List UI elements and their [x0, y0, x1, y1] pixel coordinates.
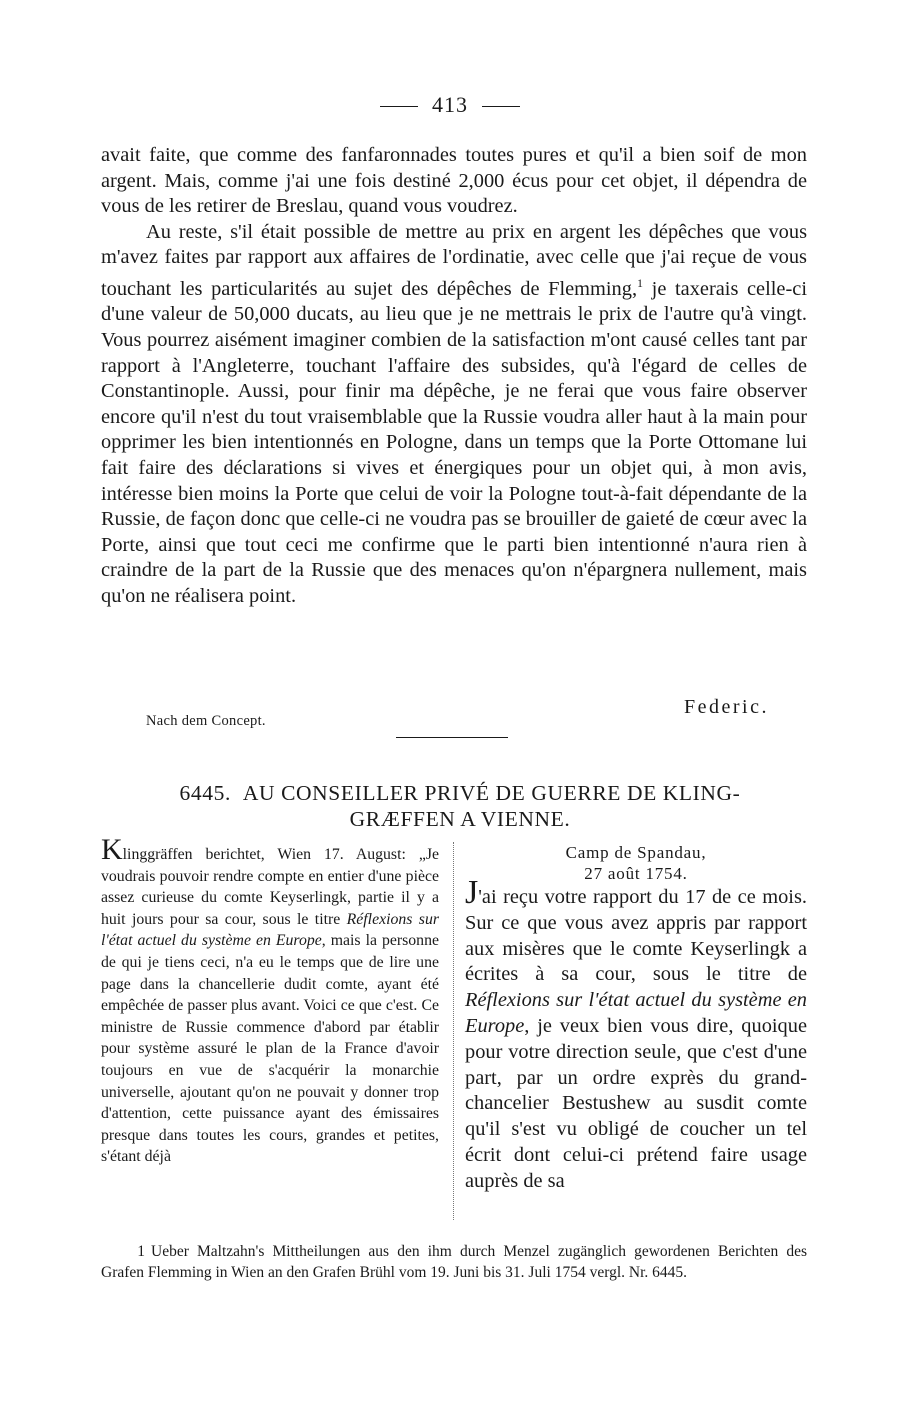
section-number: 6445. [179, 781, 231, 805]
page-number-dash-left [380, 106, 418, 107]
reply-text-1: 'ai reçu votre rapport du 17 de ce mois. Sur ce que vous avez appris par rapport aux misères que le comte Keyserlingk a écrites à sa cour, sous le titre de [465, 886, 807, 986]
signature: Federic. [684, 696, 769, 718]
page-number-dash-right [482, 106, 520, 107]
footnote [101, 1241, 807, 1283]
dateline-date: 27 août 1754. [584, 864, 688, 883]
letter-paragraph-2-part-1: Au reste, s'il était possible de mettre au prix en argent les dépêches que vous m'avez faites par rapport aux affaires de l'ordinatie, avec celle que j'ai reçue de vous touchant les particularités au sujet des dépêches de Flemming, [101, 220, 807, 300]
reply-initial: J [465, 874, 479, 911]
column-divider [453, 842, 454, 1220]
letter-paragraph-2 [101, 220, 807, 610]
summary-initial: K [101, 833, 123, 866]
footnote-text: Ueber Maltzahn's Mittheilungen aus den ihm durch Menzel zugänglich gewordenen Berichten des Grafen Flemming in Wien an den Grafen Brühl vom 19. Juni bis 31. Juli 1754 vergl. Nr. 6445. [101, 1243, 807, 1281]
section-heading-line-1 [120, 780, 800, 806]
section-heading [120, 780, 800, 832]
dateline [465, 842, 807, 884]
footnote-reference: 1 [637, 275, 644, 290]
summary-text-2: , mais la personne de qui je tiens ceci, n'a eu le temps que de lire une page dans la chancellerie dudit comte, ayant été empêchée de passer plus avant. Voici ce que c'est. Ce ministre de Russie commence d'abord par établir pour système assuré le plan de la France d'avoir toujours en vue de s'acquérir la monarchie universelle, ajoutant qu'on ne pouvait y donner trop d'attention, cette puissance ayant des émissaires presque dans toutes les cours, grandes et petites, s'étant déjà [101, 932, 439, 1166]
reply-italic-title: Réflexions sur l'état actuel du système en Europe [465, 989, 807, 1037]
letter-paragraph-2-part-2: je taxerais celle-ci d'une valeur de 50,000 ducats, au lieu que je ne mettrais le prix de l'autre qu'à vingt. Vous pourrez aisément imaginer combien de la satisfaction m'ont causé celles tant par rapport à l'Angleterre, touchant l'affaire des subsides, qu'à l'égard de celles de Constantinople. Aussi, pour finir ma dépêche, je ne ferai que vous faire observer encore qu'il n'est du tout vraisemblable que la Russie voudra aller haut à la main pour opprimer les bien intentionnés en Pologne, dans un temps que la Porte Ottomane lui fait faire des déclarations si vives et énergiques pour un objet qui, à mon avis, intéresse bien moins la Porte que celui de voir la Pologne tout-à-fait dépendante de la Russie, de façon donc que celle-ci ne voudra pas se brouiller de gaieté de cœur avec la Porte, ainsi que tout ceci me confirme que le parti bien intentionné n'aura rien à craindre de la part de la Russie que des menaces qu'on n'épargnera nullement, mais qu'on ne réalisera point. [101, 277, 807, 607]
reply-text-2: , je veux bien vous dire, quoique pour votre direction seule, que c'est d'une part, par un ordre exprès du grand-chancelier Bestushew au susdit comte qu'il s'est vu obligé de coucher un tel écrit dont celui-ci prétend faire usage auprès de sa [465, 1014, 807, 1192]
dateline-place: Camp de Spandau, [565, 843, 707, 862]
report-summary [101, 833, 439, 1168]
page-number: 413 [432, 92, 468, 117]
source-note: Nach dem Concept. [146, 713, 266, 729]
section-divider [396, 737, 508, 738]
section-title-line-2: GRÆFFEN A VIENNE. [349, 807, 571, 831]
reply-text [465, 874, 807, 1195]
footnote-mark: 1 [137, 1243, 145, 1260]
letter-body [101, 143, 807, 609]
section-title-line-1: AU CONSEILLER PRIVÉ DE GUERRE DE KLING- [242, 781, 741, 805]
summary-text-1: linggräffen berichtet, Wien 17. August: „Je voudrais pouvoir rendre compte en entier d'une pièce assez curieuse du comte Keyserlingk, partie il y a huit jours pour sa cour, sous le titre [101, 846, 439, 928]
letter-paragraph-1: avait faite, que comme des fanfaronnades toutes pures et qu'il a bien soif de mon argent. Mais, comme j'ai une fois destiné 2,000 écus pour cet objet, il dépendra de vous de les retirer de Breslau, quand vous voudrez. [101, 144, 807, 218]
page-number-line [0, 92, 900, 118]
summary-italic-title: Réflexions sur l'état actuel du système en Europe [101, 910, 439, 950]
